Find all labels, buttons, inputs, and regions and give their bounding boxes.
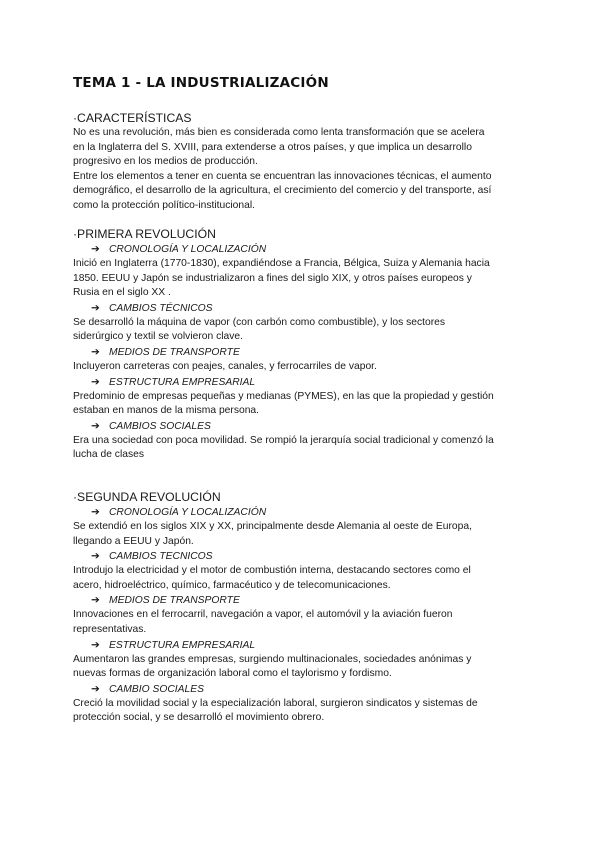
subsection-heading [73, 549, 533, 564]
paragraph-line: Inició en Inglaterra (1770-1830), expandiéndose a Francia, Bélgica, Suiza y Alemania hacia [73, 258, 490, 269]
section-heading: ·PRIMERA REVOLUCIÓN [73, 227, 216, 241]
paragraph-line: como la protección político-institucional. [73, 199, 256, 211]
subsection-label: CAMBIOS TÉCNICOS [109, 302, 213, 314]
subsection-heading [73, 375, 533, 390]
section-segunda-revolucion [73, 490, 533, 726]
paragraph-line: Introdujo la electricidad y el motor de combustión interna, destacando sectores como el [73, 565, 471, 577]
paragraph-line: protección social, y se desarrolló el movimiento obrero. [73, 712, 325, 724]
paragraph-line: 1850. EEUU y Japón se industrializaron a fines del siglo XIX, y otros países europeos y [73, 272, 472, 284]
subsection-label: CAMBIO SOCIALES [109, 683, 204, 695]
paragraph-line: en la Inglaterra del S. XVIII, para extenderse a otros países, y que implica un desarrollo [73, 141, 472, 153]
subsection-heading [73, 638, 533, 653]
paragraph-line: progresivo en los medios de producción. [73, 156, 258, 168]
paragraph-line: lucha de clases [73, 449, 144, 461]
arrow-right-icon: ➔ [91, 375, 100, 388]
subsection-heading [73, 419, 533, 434]
paragraph-line: llegando a EEUU y Japón. [73, 535, 194, 547]
subsection-heading [73, 682, 533, 697]
paragraph-line: Aumentaron las grandes empresas, surgiendo multinacionales, sociedades anónimas y [73, 653, 472, 665]
section-heading: ·SEGUNDA REVOLUCIÓN [73, 490, 221, 504]
paragraph-line: representativas. [73, 623, 147, 635]
arrow-right-icon: ➔ [91, 594, 100, 607]
section-primera-revolucion [73, 227, 533, 463]
paragraph-line: demográfico, el desarrollo de la agricultura, el crecimiento del comercio y del transporte, así [73, 185, 492, 197]
subsection-label: MEDIOS DE TRANSPORTE [109, 595, 240, 607]
subsection-label: CRONOLOGÍA Y LOCALIZACIÓN [109, 507, 267, 518]
subsection-label: ESTRUCTURA EMPRESARIAL [109, 376, 256, 388]
subsection-label: CAMBIOS SOCIALES [109, 420, 211, 432]
subsection-label: ESTRUCTURA EMPRESARIAL [109, 639, 256, 651]
paragraph-line: Creció la movilidad social y la especialización laboral, surgieron sindicatos y sistemas de [73, 697, 478, 709]
subsection-heading [73, 242, 533, 257]
paragraph-line: Rusia en el siglo XX . [73, 287, 171, 299]
paragraph-line: nuevas formas de organización laboral como el taylorismo y fordismo. [73, 668, 392, 680]
section-heading: ·CARACTERÍSTICAS [73, 111, 192, 125]
arrow-right-icon: ➔ [91, 550, 100, 563]
paragraph-line: estaban en manos de la misma persona. [73, 405, 260, 417]
subsection-heading [73, 505, 533, 520]
paragraph-line: Se extendió en los siglos XIX y XX, principalmente desde Alemania al oeste de Europa, [73, 521, 472, 532]
paragraph-line: Innovaciones en el ferrocarril, navegación a vapor, el automóvil y la aviación fueron [73, 609, 453, 621]
paragraph-line: siderúrgico y textil se volvieron clave. [73, 331, 243, 343]
paragraph-line: Predominio de empresas pequeñas y medianas (PYMES), en las que la propiedad y gestión [73, 390, 494, 402]
arrow-right-icon: ➔ [91, 345, 100, 358]
arrow-right-icon: ➔ [91, 682, 100, 695]
subsection-label: CRONOLOGÍA Y LOCALIZACIÓN [109, 244, 267, 255]
paragraph-line: Entre los elementos a tener en cuenta se encuentran las innovaciones técnicas, el aumento [73, 170, 492, 182]
subsection-label: MEDIOS DE TRANSPORTE [109, 346, 240, 358]
document-title: TEMA 1 - LA INDUSTRIALIZACIÓN [73, 75, 329, 91]
subsection-heading [73, 593, 533, 608]
paragraph-line: Era una sociedad con poca movilidad. Se rompió la jerarquía social tradicional y comenzó la [73, 434, 494, 446]
paragraph-line: Se desarrolló la máquina de vapor (con carbón como combustible), y los sectores [73, 316, 446, 328]
arrow-right-icon: ➔ [91, 506, 100, 518]
paragraph-line: acero, hidroeléctrico, químico, farmacéutico y de telecomunicaciones. [73, 579, 391, 591]
subsection-heading [73, 345, 533, 360]
paragraph-line: Incluyeron carreteras con peajes, canales, y ferrocarriles de vapor. [73, 360, 377, 372]
arrow-right-icon: ➔ [91, 243, 100, 255]
subsection-label: CAMBIOS TECNICOS [109, 551, 213, 563]
arrow-right-icon: ➔ [91, 301, 100, 314]
paragraph-line: No es una revolución, más bien es considerada como lenta transformación que se acelera [73, 127, 485, 138]
arrow-right-icon: ➔ [91, 419, 100, 432]
subsection-heading [73, 301, 533, 316]
arrow-right-icon: ➔ [91, 638, 100, 651]
section-caracteristicas [73, 111, 533, 214]
